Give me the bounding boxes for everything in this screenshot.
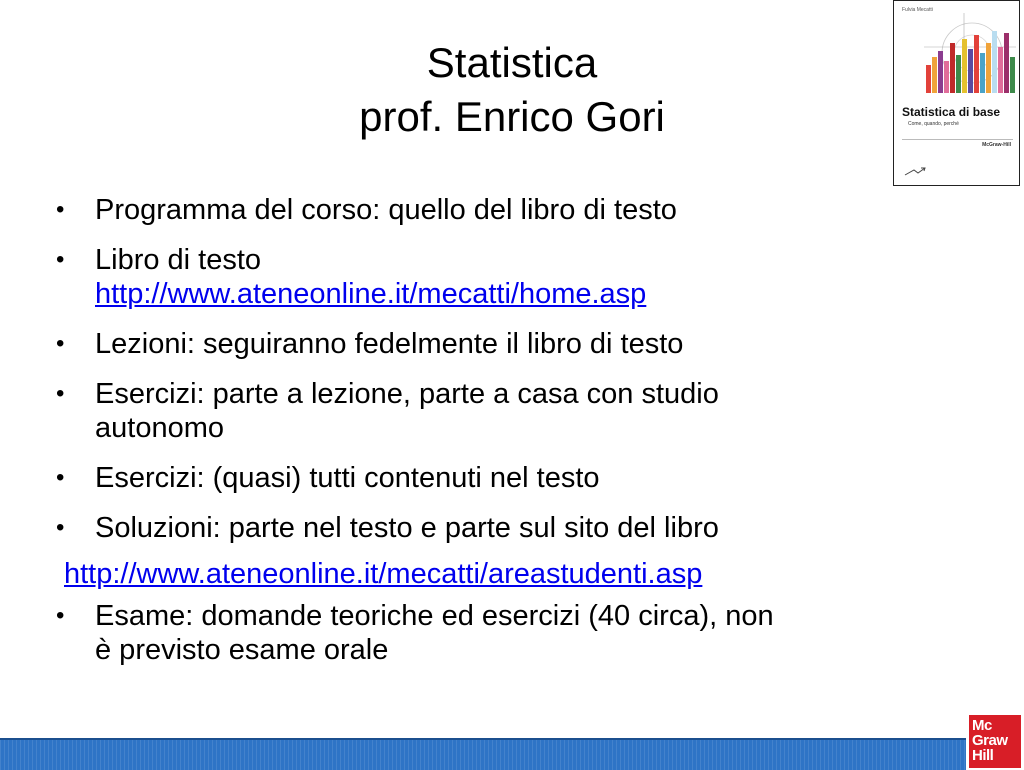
bullet-item bbox=[56, 193, 956, 227]
bullet-marker: • bbox=[56, 246, 65, 273]
bullet-text: Esercizi: parte a lezione, parte a casa con studio bbox=[95, 378, 719, 410]
book-author: Fulvia Mecatti bbox=[902, 7, 933, 13]
footer-bar bbox=[0, 738, 966, 770]
student-area-link[interactable]: http://www.ateneonline.it/mecatti/areastudenti.asp bbox=[64, 558, 703, 590]
bullet-text: Lezioni: seguiranno fedelmente il libro di testo bbox=[95, 328, 684, 360]
bullet-item bbox=[56, 511, 956, 545]
logo-line-1: Mc bbox=[972, 717, 992, 734]
book-title: Statistica di base bbox=[902, 105, 1001, 119]
bullet-text-continuation: è previsto esame orale bbox=[95, 634, 389, 666]
bullet-item bbox=[56, 243, 956, 311]
bullet-marker: • bbox=[56, 196, 65, 223]
book-cover-image bbox=[893, 0, 1020, 186]
bullet-marker: • bbox=[56, 380, 65, 407]
slide-title bbox=[200, 36, 824, 144]
book-home-link[interactable]: http://www.ateneonline.it/mecatti/home.asp bbox=[95, 278, 647, 310]
bullet-item bbox=[56, 377, 956, 445]
student-area-link-row bbox=[56, 557, 956, 591]
bullet-text: Programma del corso: quello del libro di testo bbox=[95, 194, 677, 226]
web-arrow-icon bbox=[904, 167, 926, 177]
bullet-marker: • bbox=[56, 330, 65, 357]
bullet-item bbox=[56, 599, 956, 667]
slide-title-line-1: Statistica bbox=[426, 39, 598, 86]
book-subtitle: Come, quando, perché bbox=[908, 121, 959, 127]
bullet-marker: • bbox=[56, 514, 65, 541]
bullet-item bbox=[56, 461, 956, 495]
bullet-list bbox=[56, 193, 956, 683]
logo-line-3: Hill bbox=[972, 747, 994, 764]
slide-title-line-2: prof. Enrico Gori bbox=[359, 93, 665, 140]
book-cover-art bbox=[924, 13, 1016, 93]
bullet-text: Soluzioni: parte nel testo e parte sul sito del libro bbox=[95, 512, 719, 544]
bullet-text: Esame: domande teoriche ed esercizi (40 circa), non bbox=[95, 600, 774, 632]
bullet-text: Esercizi: (quasi) tutti contenuti nel testo bbox=[95, 462, 600, 494]
bullet-marker: • bbox=[56, 464, 65, 491]
book-publisher: McGraw-Hill bbox=[982, 142, 1011, 148]
mcgraw-hill-logo bbox=[969, 715, 1021, 768]
bullet-marker: • bbox=[56, 602, 65, 629]
bullet-text: Libro di testo bbox=[95, 244, 262, 276]
bullet-text-continuation: autonomo bbox=[95, 412, 224, 444]
book-divider bbox=[902, 139, 1013, 140]
bullet-item bbox=[56, 327, 956, 361]
logo-line-2: Graw bbox=[972, 732, 1008, 749]
